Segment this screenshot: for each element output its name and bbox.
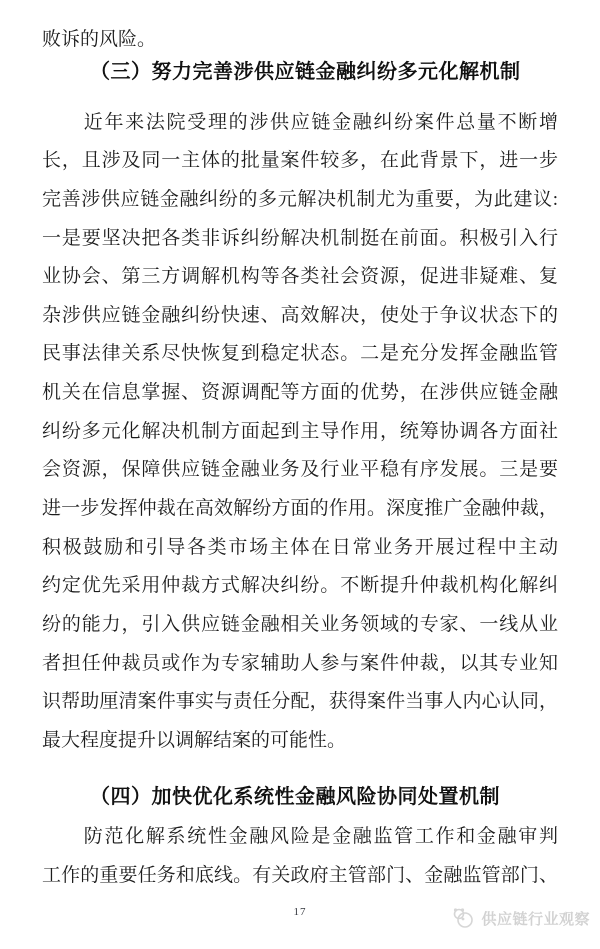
watermark-label: 供应链行业观察 xyxy=(481,910,590,928)
body-text-line: 一是要坚决把各类非诉纠纷解决机制挺在前面。积极引入行 xyxy=(42,227,558,249)
section-heading-4: （四）加快优化系统性金融风险协同处置机制 xyxy=(90,786,500,808)
panda-logo-icon xyxy=(450,905,476,931)
body-text-line: 最大程度提升以调解结案的可能性。 xyxy=(42,729,347,751)
body-text-line: 败诉的风险。 xyxy=(42,29,157,50)
section-3-paragraph xyxy=(42,104,558,761)
body-text-line: 近年来法院受理的涉供应链金融纠纷案件总量不断增 xyxy=(83,111,558,133)
body-text-line: 会资源，保障供应链金融业务及行业平稳有序发展。三是要 xyxy=(42,459,558,481)
body-text-line: 长，且涉及同一主体的批量案件较多，在此背景下，进一步 xyxy=(42,150,558,172)
body-text-line: 积极鼓励和引导各类市场主体在日常业务开展过程中主动 xyxy=(42,536,558,558)
section-4-paragraph xyxy=(42,818,558,895)
body-text-line: 约定优先采用仲裁方式解决纠纷。不断提升仲裁机构化解纠 xyxy=(42,575,558,597)
watermark xyxy=(450,905,590,931)
body-text-line: 识帮助厘清案件事实与责任分配，获得案件当事人内心认同， xyxy=(42,691,558,713)
body-text-line: 完善涉供应链金融纠纷的多元解决机制尤为重要，为此建议: xyxy=(42,188,558,210)
body-text-line: 进一步发挥仲裁在高效解纷方面的作用。深度推广金融仲裁， xyxy=(42,498,558,519)
body-text-line: 机关在信息掌握、资源调配等方面的优势，在涉供应链金融 xyxy=(42,382,558,404)
body-text-line: 民事法律关系尽快恢复到稳定状态。二是充分发挥金融监管 xyxy=(42,343,558,365)
body-text-line: 杂涉供应链金融纠纷快速、高效解决，使处于争议状态下的 xyxy=(42,304,558,326)
body-text-line: 纷的能力，引入供应链金融相关业务领域的专家、一线从业 xyxy=(42,613,558,635)
body-text-line: 防范化解系统性金融风险是金融监管工作和金融审判 xyxy=(83,826,558,847)
section-heading-3: （三）努力完善涉供应链金融纠纷多元化解机制 xyxy=(90,61,521,83)
body-text-line: 者担任仲裁员或作为专家辅助人参与案件仲裁，以其专业知 xyxy=(42,652,558,674)
body-text-line: 业协会、第三方调解机构等各类社会资源，促进非疑难、复 xyxy=(42,266,558,288)
body-text-line: 工作的重要任务和底线。有关政府主管部门、金融监管部门、 xyxy=(42,864,558,886)
body-text-line: 纠纷多元化解决机制方面起到主导作用，统筹协调各方面社 xyxy=(42,420,558,442)
page-number: 17 xyxy=(293,906,307,918)
